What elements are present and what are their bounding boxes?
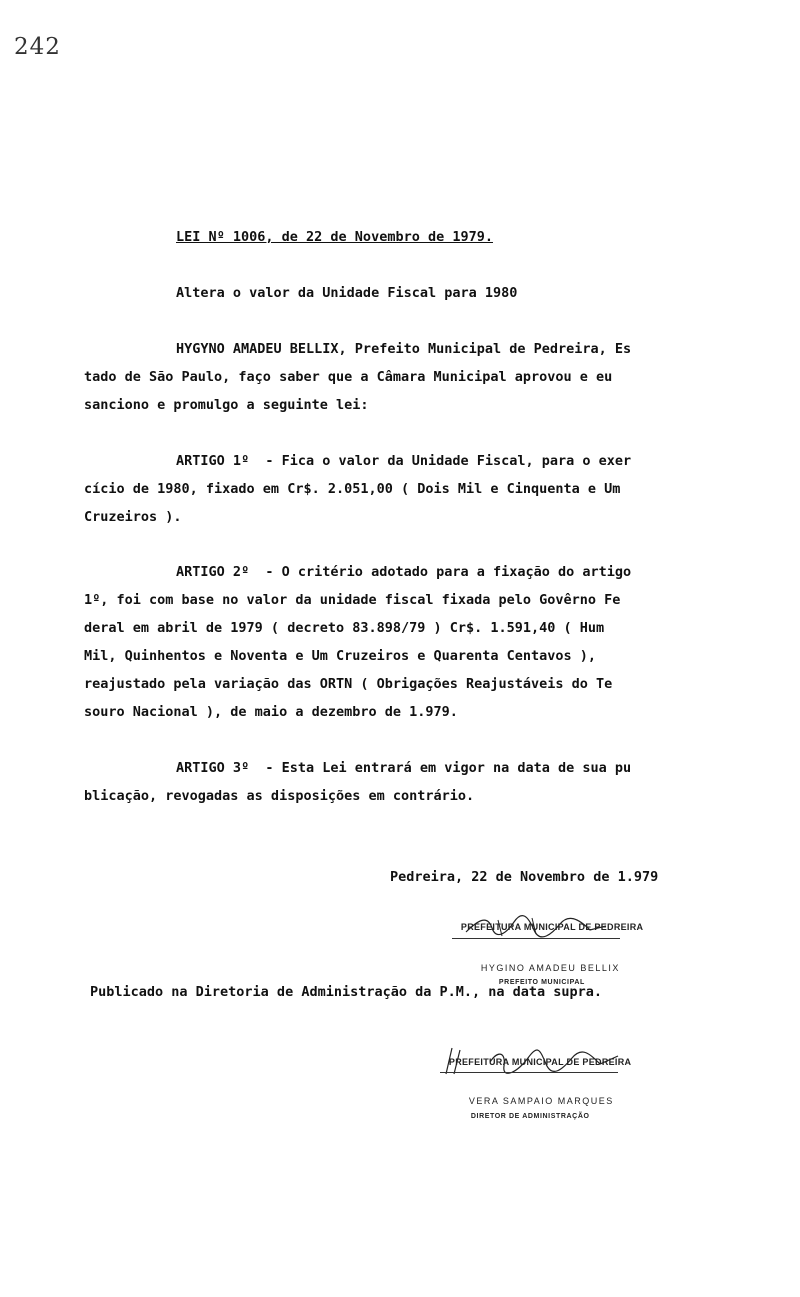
- publication-note: Publicado na Diretoria de Administração da P.M., na data supra.: [90, 984, 603, 1000]
- article-2-line: reajustado pela variação das ORTN ( Obrigações Reajustáveis do Te: [84, 676, 613, 692]
- mayor-signature-line: [452, 938, 620, 939]
- preamble-line: HYGYNO AMADEU BELLIX, Prefeito Municipal de Pedreira, Es: [176, 341, 632, 357]
- article-2-line: Mil, Quinhentos e Noventa e Um Cruzeiros e Quarenta Centavos ),: [84, 648, 597, 664]
- article-1-line: Cruzeiros ).: [84, 509, 182, 525]
- article-2-line: souro Nacional ), de maio a dezembro de 1.979.: [84, 704, 458, 720]
- stamp-institution: PREFEITURA MUNICIPAL DE PEDREIRA: [460, 922, 644, 932]
- article-1-line: ARTIGO 1º - Fica o valor da Unidade Fiscal, para o exer: [176, 453, 632, 469]
- signatory-role: DIRETOR DE ADMINISTRAÇÃO: [470, 1113, 590, 1120]
- director-stamp-role: [462, 1087, 590, 1123]
- article-2-line: ARTIGO 2º - O critério adotado para a fixação do artigo: [176, 564, 632, 580]
- preamble-line: tado de São Paulo, faço saber que a Câmara Municipal aprovou e eu: [84, 369, 613, 385]
- article-3-line: ARTIGO 3º - Esta Lei entrará em vigor na data de sua pu: [176, 760, 632, 776]
- page-number: 242: [14, 34, 61, 60]
- law-subtitle: Altera o valor da Unidade Fiscal para 1980: [176, 285, 518, 301]
- article-2-line: deral em abril de 1979 ( decreto 83.898/79 ) Cr$. 1.591,40 ( Hum: [84, 620, 605, 636]
- article-1-line: cício de 1980, fixado em Cr$. 2.051,00 ( Dois Mil e Cinquenta e Um: [84, 481, 621, 497]
- signatory-name: VERA SAMPAIO MARQUES: [468, 1096, 614, 1106]
- signatory-name: HYGINO AMADEU BELLIX: [480, 963, 620, 973]
- signatory-role: PREFEITO MUNICIPAL: [498, 979, 585, 986]
- mayor-signature: [462, 912, 612, 940]
- article-2-line: 1º, foi com base no valor da unidade fiscal fixada pelo Govêrno Fe: [84, 592, 621, 608]
- law-title: LEI Nº 1006, de 22 de Novembro de 1979.: [176, 229, 493, 245]
- preamble-line: sanciono e promulgo a seguinte lei:: [84, 397, 369, 413]
- article-3-line: blicação, revogadas as disposições em contrário.: [84, 788, 475, 804]
- stamp-institution: PREFEITURA MUNICIPAL DE PEDREIRA: [448, 1057, 632, 1067]
- date-line: Pedreira, 22 de Novembro de 1.979: [390, 869, 659, 885]
